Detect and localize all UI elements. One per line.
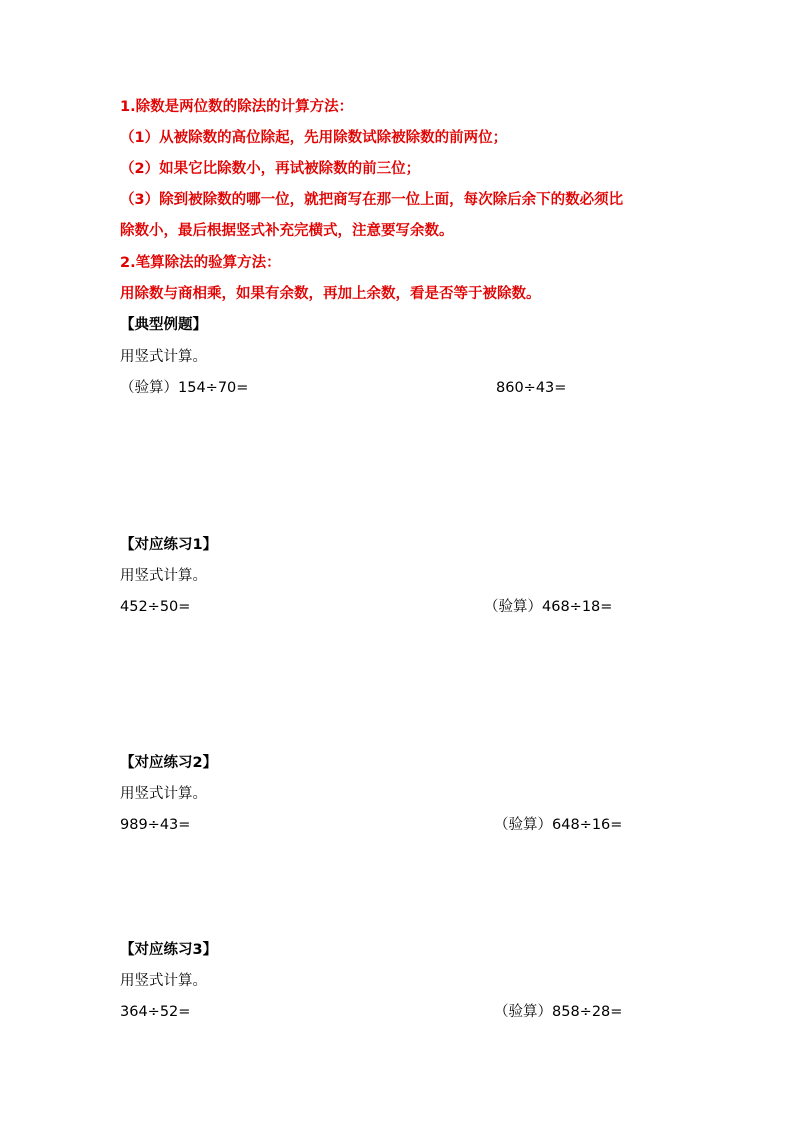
method-step-2: （2）如果它比除数小，再试被除数的前三位； (120, 161, 421, 177)
practice-2-instruction: 用竖式计算。 (120, 786, 207, 802)
practice-2-problem-left: 989÷43= (120, 817, 191, 833)
practice-3-instruction: 用竖式计算。 (120, 973, 207, 989)
practice-1-problem-left: 452÷50= (120, 599, 191, 615)
method-step-3-line-2: 除数小，最后根据竖式补充完横式，注意要写余数。 (120, 223, 454, 239)
method-heading: 1.除数是两位数的除法的计算方法： (120, 99, 354, 115)
example-problem-left: （验算）154÷70= (120, 380, 249, 396)
practice-3-problem-right: （验算）858÷28= (494, 1004, 623, 1020)
practice-1-problem-right: （验算）468÷18= (484, 599, 613, 615)
practice-3-title: 【对应练习3】 (120, 942, 218, 958)
example-instruction: 用竖式计算。 (120, 349, 207, 365)
check-method: 用除数与商相乘，如果有余数，再加上余数，看是否等于被除数。 (120, 286, 541, 302)
example-problem-right: 860÷43= (496, 380, 567, 396)
practice-2-problem-right: （验算）648÷16= (494, 817, 623, 833)
practice-1-title: 【对应练习1】 (120, 537, 218, 553)
practice-3-problem-left: 364÷52= (120, 1004, 191, 1020)
check-heading: 2.笔算除法的验算方法： (120, 255, 281, 271)
method-step-3-line-1: （3）除到被除数的哪一位，就把商写在那一位上面，每次除后余下的数必须比 (120, 192, 624, 208)
practice-1-instruction: 用竖式计算。 (120, 568, 207, 584)
practice-2-title: 【对应练习2】 (120, 755, 218, 771)
example-title: 【典型例题】 (120, 317, 207, 333)
method-step-1: （1）从被除数的高位除起，先用除数试除被除数的前两位； (120, 130, 508, 146)
